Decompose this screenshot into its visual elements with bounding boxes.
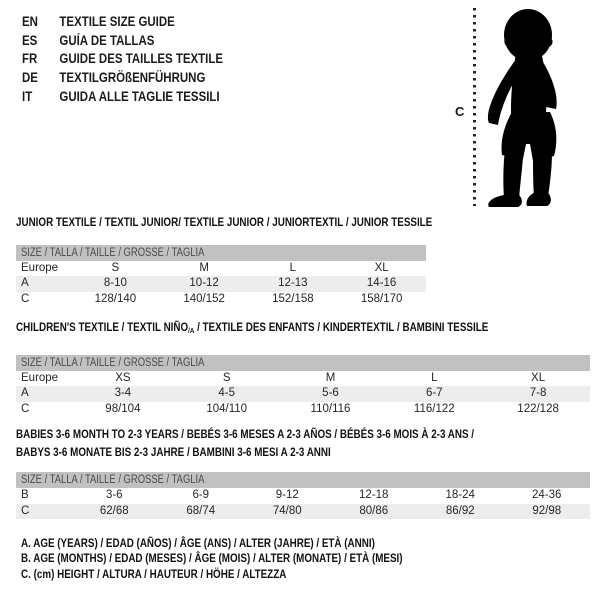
table-row <box>16 488 590 504</box>
value-cell: 4-5 <box>218 387 235 399</box>
baby-silhouette-image <box>482 8 572 208</box>
title-segment: /A <box>188 326 195 335</box>
size-header-bar-label: SIZE / TALLA / TAILLE / GRÖSSE / TAGLIA <box>21 246 205 259</box>
language-list <box>22 13 259 107</box>
value-cell: 122/128 <box>517 402 559 415</box>
language-code: EN <box>22 14 38 29</box>
value-cell: XS <box>115 371 131 384</box>
table-title-line <box>16 444 590 462</box>
value-cell: 110/116 <box>310 402 351 415</box>
language-row <box>22 69 223 88</box>
value-cell: 6-7 <box>425 387 443 399</box>
language-code: DE <box>22 70 38 86</box>
language-title: GUÍA DE TALLAS <box>59 32 155 48</box>
language-title: TEXTILGRÖßENFÜHRUNG <box>59 70 206 86</box>
value-cell: M <box>325 371 336 384</box>
value-cell: 116/122 <box>413 402 455 415</box>
table-title-text <box>16 426 474 444</box>
value-cell: 3-4 <box>114 387 132 399</box>
row-label-cell: C <box>21 504 30 517</box>
title-segment: JUNIOR TEXTILE / TEXTIL JUNIOR/ TEXTILE JUNIOR / JUNIORTEXTIL / JUNIOR TESSILE <box>16 215 433 229</box>
value-cell: 74/80 <box>272 504 302 517</box>
title-segment: CHILDREN'S TEXTILE / TEXTIL NIÑO <box>16 320 189 334</box>
value-cell: 14-16 <box>366 277 397 289</box>
language-title: GUIDA ALLE TAGLIE TESSILI <box>59 88 220 104</box>
table-row <box>16 386 590 402</box>
language-row <box>22 50 223 69</box>
children-table-title <box>16 319 590 340</box>
size-header-bar-label: SIZE / TALLA / TAILLE / GRÖSSE / TAGLIA <box>21 474 205 486</box>
value-cell: 12-13 <box>278 277 308 289</box>
value-cell: 80/86 <box>359 504 389 517</box>
size-header-bar <box>16 355 590 371</box>
row-label-cell: A <box>21 277 29 289</box>
table-title-line <box>16 214 433 232</box>
language-row <box>22 88 223 107</box>
value-cell: 98/104 <box>105 402 141 415</box>
height-measure-label: C <box>455 104 465 119</box>
footnote-line <box>21 551 486 566</box>
table-row <box>16 402 590 418</box>
row-label-cell: B <box>21 489 29 501</box>
row-label-cell: C <box>21 402 30 415</box>
value-cell: L <box>431 371 438 384</box>
table-row <box>16 292 426 308</box>
value-cell: S <box>222 371 231 384</box>
language-title: GUIDE DES TAILLES TEXTILE <box>59 51 224 67</box>
table-row <box>16 276 426 292</box>
value-cell: 68/74 <box>186 504 216 517</box>
value-cell: M <box>199 261 209 274</box>
value-cell: 5-6 <box>322 387 339 399</box>
language-code: FR <box>22 51 38 67</box>
babies-size-table <box>16 488 590 519</box>
title-segment: BABYS 3-6 MONATE BIS 2-3 JAHRE / BAMBINI 3-6 MESI A 2-3 ANNI <box>16 444 331 459</box>
table-title-text <box>16 319 488 340</box>
table-row <box>16 504 590 520</box>
value-cell: 62/68 <box>99 504 129 517</box>
table-title-line <box>16 426 590 444</box>
children-size-table <box>16 371 590 418</box>
row-label-cell: Europe <box>21 371 59 384</box>
footnotes <box>21 536 486 582</box>
junior-size-table <box>16 261 426 308</box>
value-cell: 104/110 <box>206 402 248 415</box>
language-code: ES <box>22 32 38 48</box>
value-cell: 10-12 <box>189 277 219 289</box>
language-row <box>22 13 223 32</box>
value-cell: 24-36 <box>532 489 562 501</box>
size-header-bar <box>16 472 590 488</box>
value-cell: 128/140 <box>94 292 137 305</box>
table-title-line <box>16 319 590 340</box>
value-cell: 9-12 <box>275 489 299 501</box>
value-cell: 86/92 <box>445 504 475 517</box>
title-segment: / TEXTILE DES ENFANTS / KINDERTEXTIL / BAMBINI TESSILE <box>194 320 489 334</box>
language-code: IT <box>22 88 33 104</box>
row-label-cell: A <box>21 387 29 399</box>
table-row <box>16 371 590 387</box>
size-header-bar <box>16 245 426 261</box>
title-segment: BABIES 3-6 MONTH TO 2-3 YEARS / BEBÉS 3-6 MESES A 2-3 AÑOS / BÉBÉS 3-6 MOIS À 2-3 ANS / <box>16 427 475 441</box>
value-cell: S <box>111 261 120 274</box>
value-cell: XL <box>531 371 546 384</box>
value-cell: 8-10 <box>103 277 127 289</box>
table-row <box>16 261 426 277</box>
table-title-text <box>16 444 331 462</box>
height-dotted-line <box>473 8 476 206</box>
value-cell: 12-18 <box>359 489 389 501</box>
babies-size-table-section <box>16 426 590 519</box>
footnote-line <box>21 536 486 551</box>
table-title-text <box>16 214 432 232</box>
value-cell: 6-9 <box>192 489 210 501</box>
junior-table-title <box>16 214 433 232</box>
value-cell: XL <box>374 261 389 274</box>
junior-size-table-section <box>16 214 433 307</box>
value-cell: 7-8 <box>529 387 547 399</box>
language-row <box>22 32 223 51</box>
value-cell: 158/170 <box>360 292 403 305</box>
row-label-cell: C <box>21 292 30 305</box>
value-cell: 3-6 <box>105 489 123 501</box>
value-cell: 92/98 <box>532 504 562 517</box>
value-cell: 140/152 <box>183 292 225 305</box>
language-title: TEXTILE SIZE GUIDE <box>59 14 175 29</box>
size-header-bar-label: SIZE / TALLA / TAILLE / GRÖSSE / TAGLIA <box>21 356 205 369</box>
children-size-table-section <box>16 319 590 417</box>
footnote-line <box>21 567 486 582</box>
value-cell: 152/158 <box>272 292 314 305</box>
value-cell: 18-24 <box>445 489 475 501</box>
footnote-text: A. AGE (YEARS) / EDAD (AÑOS) / ÂGE (ANS) / ALTER (JAHRE) / ETÀ (ANNI) <box>21 536 375 550</box>
row-label-cell: Europe <box>21 261 59 274</box>
footnote-text: B. AGE (MONTHS) / EDAD (MESES) / ÂGE (MOIS) / ALTER (MONATE) / ETÀ (MESI) <box>21 551 403 566</box>
footnote-text: C. (cm) HEIGHT / ALTURA / HAUTEUR / HÖHE / ALTEZZA <box>21 566 287 581</box>
babies-table-title <box>16 426 590 461</box>
value-cell: L <box>289 261 297 274</box>
